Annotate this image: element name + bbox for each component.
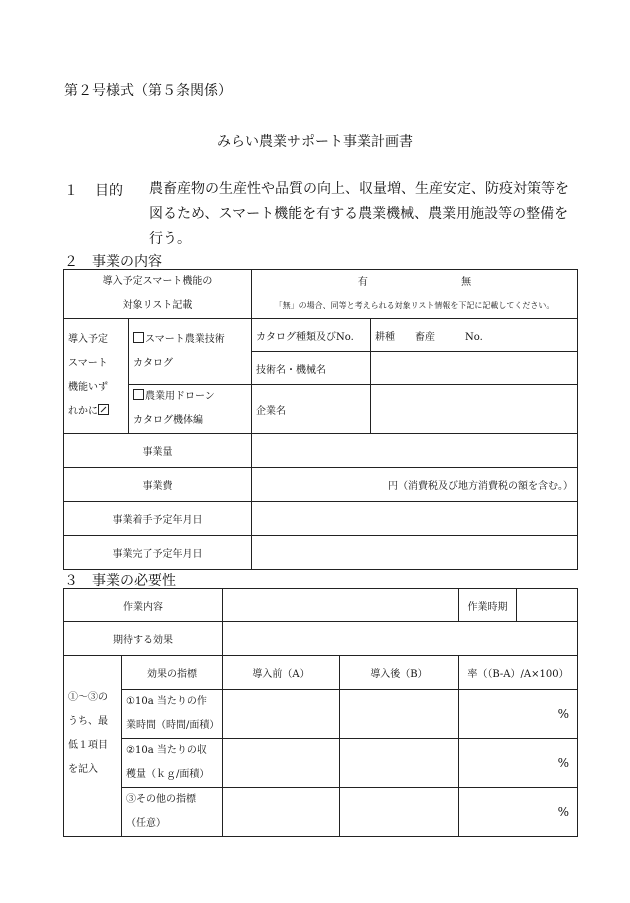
expected-effect-label: 期待する効果 — [64, 622, 223, 656]
checkbox-icon[interactable] — [133, 332, 144, 343]
option1-line2: カタログ — [133, 357, 173, 369]
col-rate-header: 率（（B-A）/A×100） — [459, 656, 578, 690]
amount-value[interactable] — [252, 434, 578, 468]
checkbox-icon[interactable] — [133, 389, 144, 400]
cost-unit: 円（消費税及び地方消費税の額を含む。） — [388, 481, 573, 492]
col-after-header: 導入後（B） — [340, 656, 459, 690]
indicator-cell — [122, 788, 223, 837]
work-content-label: 作業内容 — [64, 589, 223, 622]
form-number: 第２号様式（第５条関係） — [64, 83, 232, 99]
percent-unit: % — [557, 805, 569, 819]
list-header-line1: 導入予定スマート機能の — [102, 276, 213, 287]
percent-unit: % — [557, 707, 569, 721]
indicator-line2: （任意） — [126, 818, 166, 829]
purpose-number: １ — [64, 183, 78, 199]
start-date-value[interactable] — [252, 502, 578, 536]
purpose-label: 目的 — [95, 183, 123, 199]
expected-effect-value[interactable] — [223, 622, 578, 656]
catalog-type-label: カタログ種類及びNo. — [252, 319, 371, 352]
section2-heading: ２ 事業の内容 — [64, 254, 162, 270]
work-period-label: 作業時期 — [459, 589, 517, 622]
indicator-line1: ①10a 当たりの作 — [126, 696, 207, 707]
purpose-text: 農畜産物の生産性や品質の向上、収量増、生産安定、防疫対策等を図るため、スマート機能を有する農業機械、農業用施設等の整備を行う。 — [149, 181, 569, 247]
indicator-cell — [122, 690, 223, 739]
no-option[interactable]: 無 — [461, 277, 472, 288]
indicator-line2: 穫量（ｋｇ/面積） — [126, 769, 210, 780]
document-title: みらい農業サポート事業計画書 — [217, 134, 413, 150]
after-value[interactable] — [340, 739, 459, 788]
table-row — [64, 690, 578, 739]
note-line-4: を記入 — [68, 764, 98, 775]
checked-box-icon — [98, 404, 109, 415]
required-note-cell — [64, 656, 122, 837]
list-header-line2: 対象リスト記載 — [122, 300, 193, 311]
section3-heading: ３ 事業の必要性 — [64, 573, 176, 589]
cost-value[interactable] — [252, 468, 578, 502]
after-value[interactable] — [340, 788, 459, 837]
indicator-cell — [122, 739, 223, 788]
before-value[interactable] — [223, 739, 340, 788]
percent-unit: % — [557, 756, 569, 770]
work-period-value[interactable] — [517, 589, 578, 622]
before-value[interactable] — [223, 788, 340, 837]
amount-label: 事業量 — [64, 434, 252, 468]
left-label-line-4: れかに — [68, 406, 98, 417]
after-value[interactable] — [340, 690, 459, 739]
company-value[interactable] — [371, 385, 578, 434]
rate-value[interactable] — [459, 690, 578, 739]
rate-value[interactable] — [459, 788, 578, 837]
rate-value[interactable] — [459, 739, 578, 788]
option2-cell[interactable] — [129, 385, 252, 434]
note-line-3: 低１項目 — [68, 740, 108, 751]
end-date-label: 事業完了予定年月日 — [64, 536, 252, 570]
list-yes-no-cell — [252, 270, 578, 319]
work-content-value[interactable] — [223, 589, 459, 622]
option2-line1: 農業用ドローン — [145, 391, 215, 402]
col-indicator-header: 効果の指標 — [122, 656, 223, 690]
list-header-cell — [64, 270, 252, 319]
none-note: 「無」の場合、同等と考えられる対象リスト情報を下記に記載してください。 — [274, 301, 555, 310]
indicator-line2: 業時間（時間/面積） — [126, 720, 220, 731]
note-line-1: ①～③の — [68, 692, 108, 703]
table-row — [64, 788, 578, 837]
col-before-header: 導入前（A） — [223, 656, 340, 690]
catalog-value: 耕種 畜産 No. — [375, 331, 483, 343]
left-label-line-1: 導入予定 — [68, 334, 108, 345]
indicator-line1: ②10a 当たりの収 — [126, 745, 207, 756]
catalog-type-value[interactable] — [371, 319, 578, 352]
business-content-table — [63, 269, 578, 570]
option2-line2: カタログ機体編 — [133, 415, 203, 426]
before-value[interactable] — [223, 690, 340, 739]
indicator-line1: ③その他の指標 — [126, 794, 196, 805]
option1-cell[interactable] — [129, 319, 252, 385]
table-row — [64, 739, 578, 788]
option1-line1: スマート農業技術 — [145, 333, 225, 345]
note-line-2: うち、最 — [68, 716, 108, 727]
tech-name-label: 技術名・機械名 — [252, 352, 371, 385]
yes-option[interactable]: 有 — [357, 277, 368, 288]
tech-name-value[interactable] — [371, 352, 578, 385]
left-label-line-3: 機能いず — [68, 382, 108, 393]
necessity-table — [63, 588, 578, 837]
smart-function-left-label — [64, 319, 129, 434]
cost-label: 事業費 — [64, 468, 252, 502]
company-label: 企業名 — [252, 385, 371, 434]
left-label-line-2: スマート — [68, 358, 108, 369]
start-date-label: 事業着手予定年月日 — [64, 502, 252, 536]
end-date-value[interactable] — [252, 536, 578, 570]
